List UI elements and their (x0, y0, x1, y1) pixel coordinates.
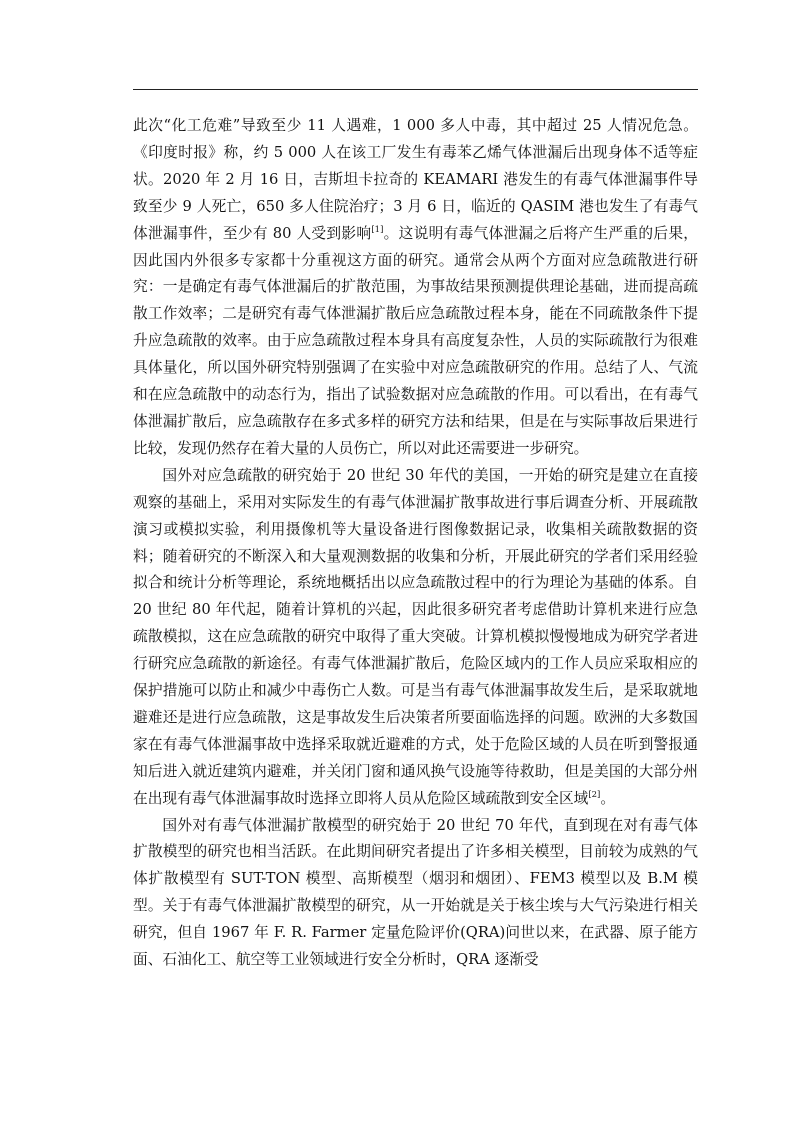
paragraph-text: 。 (600, 789, 616, 807)
paragraph-2 (133, 463, 698, 813)
citation-ref[interactable]: [1] (371, 224, 384, 235)
body-text (133, 113, 698, 974)
paragraph-text: 国外对有毒气体泄漏扩散模型的研究始于 20 世纪 70 年代，直到现在对有毒气体扩散模型的研究也相当活跃。在此期间研究者提出了许多相关模型，目前较为成熟的气体扩散模型有 SUT-TON 模型、高斯模型（烟羽和烟团）、FEM3 模型以及 B.M 模型。关于有毒气体泄漏扩散模型的研究，从一开始就是关于核尘埃与大气污染进行相关研究，但自 1967 年 F. R. Farmer 定量危险评价(QRA)问世以来，在武器、原子能方面、石油化工、航空等工业领域进行安全分析时，QRA 逐渐受 (133, 816, 698, 969)
paragraph-1 (133, 113, 698, 463)
paragraph-text: 。这说明有毒气体泄漏之后将产生严重的后果，因此国内外很多专家都十分重视这方面的研究。通常会从两个方面对应急疏散进行研究：一是确定有毒气体泄漏后的扩散范围，为事故结果预测提供理论基础，进而提高疏散工作效率；二是研究有毒气体泄漏扩散后应急疏散过程本身，能在不同疏散条件下提升应急疏散的效率。由于应急疏散过程本身具有高度复杂性，人员的实际疏散行为很难具体量化，所以国外研究特别强调了在实验中对应急疏散研究的作用。总结了人、气流和在应急疏散中的动态行为，指出了试验数据对应急疏散的作用。可以看出，在有毒气体泄漏扩散后，应急疏散存在多式多样的研究方法和结果，但是在与实际事故后果进行比较，发现仍然存在着大量的人员伤亡，所以对此还需要进一步研究。 (133, 224, 698, 457)
paragraph-text: 国外对应急疏散的研究始于 20 世纪 30 年代的美国，一开始的研究是建立在直接观察的基础上，采用对实际发生的有毒气体泄漏扩散事故进行事后调查分析、开展疏散演习或模拟实验，利用摄像机等大量设备进行图像数据记录，收集相关疏散数据的资料；随着研究的不断深入和大量观测数据的收集和分析，开展此研究的学者们采用经验拟合和统计分析等理论，系统地概括出以应急疏散过程中的行为理论为基础的体系。自 20 世纪 80 年代起，随着计算机的兴起，因此很多研究者考虑借助计算机来进行应急疏散模拟，这在应急疏散的研究中取得了重大突破。计算机模拟慢慢地成为研究学者进行研究应急疏散的新途径。有毒气体泄漏扩散后，危险区域内的工作人员应采取相应的保护措施可以防止和减少中毒伤亡人数。可是当有毒气体泄漏事故发生后，是采取就地避难还是进行应急疏散，这是事故发生后决策者所要面临选择的问题。欧洲的大多数国家在有毒气体泄漏事故中选择采取就近避难的方式，处于危险区域的人员在听到警报通知后进入就近建筑内避难，并关闭门窗和通风换气设施等待救助，但是美国的大部分州在出现有毒气体泄漏事故时选择立即将人员从危险区域疏散到安全区域 (133, 466, 698, 807)
header-rule (133, 89, 698, 90)
paragraph-text: 此次“化工危难”导致至少 11 人遇难，1 000 多人中毒，其中超过 25 人情况危急。《印度时报》称，约 5 000 人在该工厂发生有毒苯乙烯气体泄漏后出现身体不适等症状。2020 年 2 月 16 日，吉斯坦卡拉奇的 KEAMARI 港发生的有毒气体泄漏事件导致至少 9 人死亡，650 多人住院治疗；3 月 6 日，临近的 QASIM 港也发生了有毒气体泄漏事件，至少有 80 人受到影响 (133, 117, 698, 242)
paragraph-3 (133, 813, 698, 974)
citation-ref[interactable]: [2] (588, 789, 601, 800)
